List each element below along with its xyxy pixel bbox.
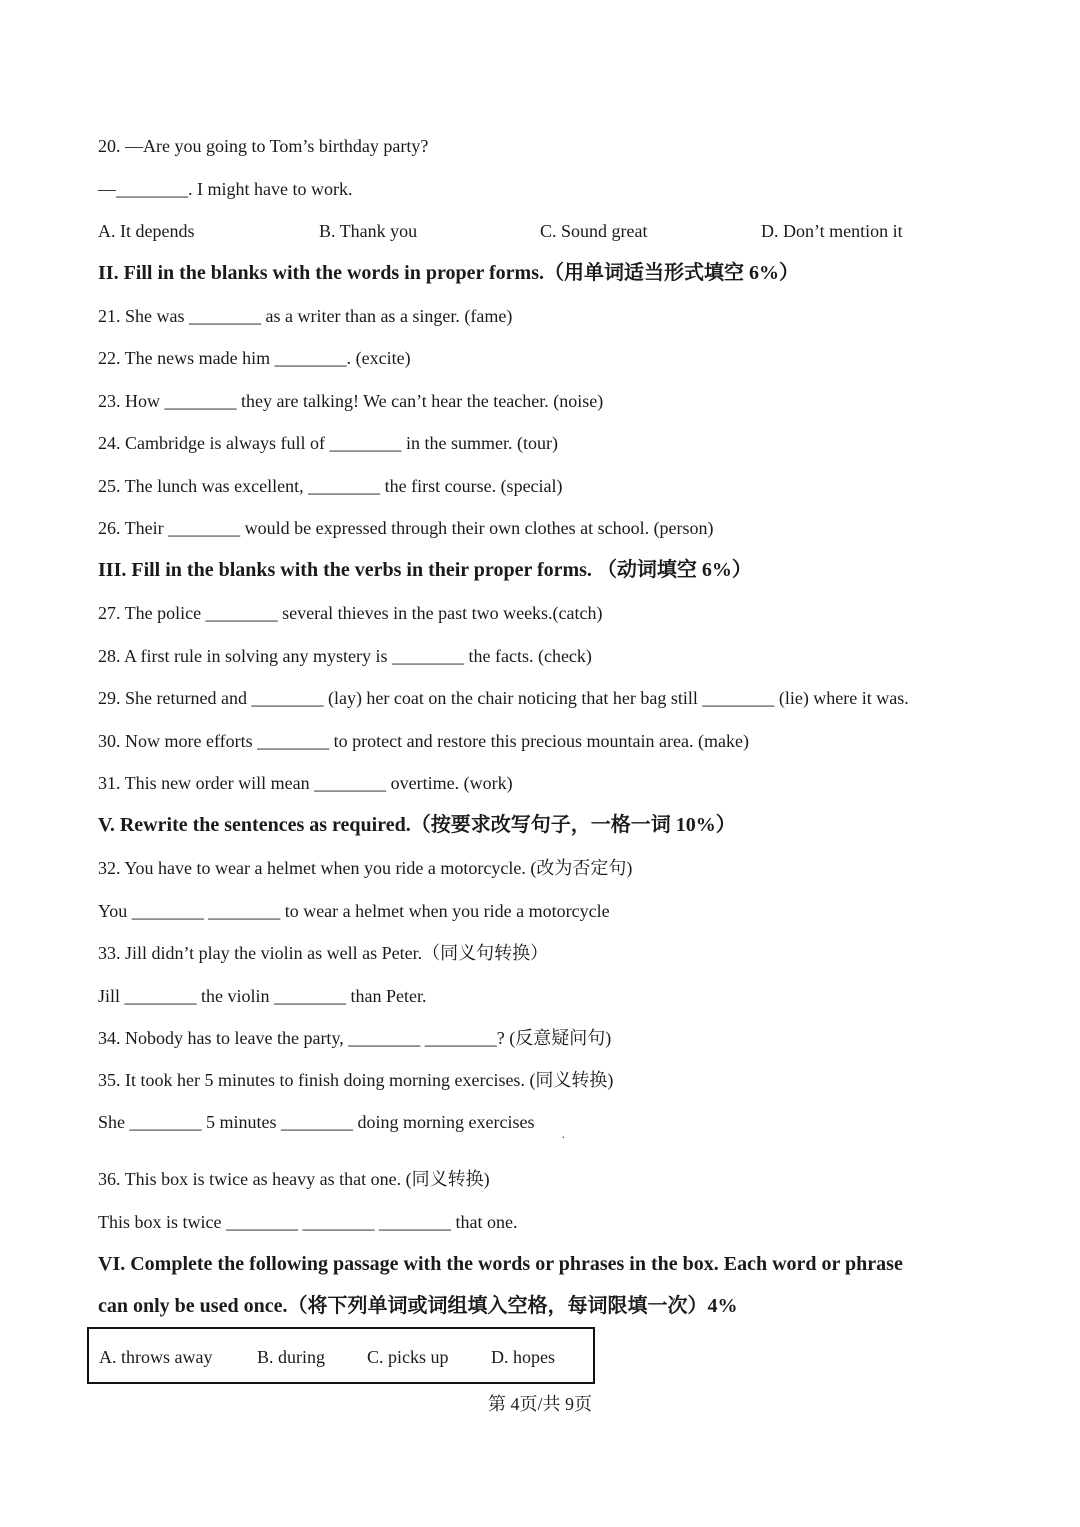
question-29: 29. She returned and ________ (lay) her coat on the chair noticing that her bag still ________ (lie) where it was. [98,688,909,708]
page-number: 第 4页/共 9页 [487,1394,592,1414]
question-27: 27. The police ________ several thieves in the past two weeks.(catch) [98,603,603,623]
section-6-heading-line2: can only be used once.（将下列单词或词组填入空格，每词限填一次）4% [98,1295,738,1317]
section-5-heading: V. Rewrite the sentences as required.（按要求改写句子，一格一词 10%） [98,814,736,836]
question-35-rewrite: She ________ 5 minutes ________ doing morning exercises [98,1112,535,1132]
question-28: 28. A first rule in solving any mystery is ________ the facts. (check) [98,646,592,666]
q20-option-d: D. Don’t mention it [761,221,903,241]
question-23: 23. How ________ they are talking! We can’t hear the teacher. (noise) [98,391,604,411]
q20-option-a: A. It depends [98,221,195,241]
question-26: 26. Their ________ would be expressed through their own clothes at school. (person) [98,518,714,538]
question-24: 24. Cambridge is always full of ________ in the summer. (tour) [98,433,558,453]
q20-option-c: C. Sound great [540,221,648,241]
question-32: 32. You have to wear a helmet when you ride a motorcycle. (改为否定句) [98,858,633,878]
question-25: 25. The lunch was excellent, ________ the first course. (special) [98,476,563,496]
word-box-option-d: D. hopes [491,1347,555,1367]
section-6-heading-line1: VI. Complete the following passage with the words or phrases in the box. Each word or phrase [98,1253,903,1275]
q20-question: 20. —Are you going to Tom’s birthday party? [98,136,429,156]
q20-answer: —________. I might have to work. [98,179,353,199]
question-33-rewrite: Jill ________ the violin ________ than Peter. [98,986,427,1006]
q20-option-b: B. Thank you [319,221,418,241]
word-box-option-a: A. throws away [99,1347,213,1367]
question-33: 33. Jill didn’t play the violin as well as Peter.（同义句转换） [98,943,549,963]
question-32-rewrite: You ________ ________ to wear a helmet when you ride a motorcycle [98,901,610,921]
question-31: 31. This new order will mean ________ overtime. (work) [98,773,513,793]
section-3-heading: III. Fill in the blanks with the verbs in their proper forms. （动词填空 6%） [98,559,752,581]
question-22: 22. The news made him ________. (excite) [98,348,411,368]
word-box-option-c: C. picks up [367,1347,449,1367]
question-34: 34. Nobody has to leave the party, ________ ________? (反意疑问句) [98,1028,612,1048]
word-box-option-b: B. during [257,1347,326,1367]
word-box [87,1327,595,1384]
question-21: 21. She was ________ as a writer than as a singer. (fame) [98,306,513,326]
section-2-heading: II. Fill in the blanks with the words in proper forms.（用单词适当形式填空 6%） [98,262,799,284]
question-35: 35. It took her 5 minutes to finish doing morning exercises. (同义转换) [98,1070,614,1090]
question-30: 30. Now more efforts ________ to protect and restore this precious mountain area. (make) [98,731,749,751]
question-36-rewrite: This box is twice ________ ________ ________ that one. [98,1212,518,1232]
stray-mark: · [561,1131,566,1146]
question-36: 36. This box is twice as heavy as that one. (同义转换) [98,1169,490,1189]
